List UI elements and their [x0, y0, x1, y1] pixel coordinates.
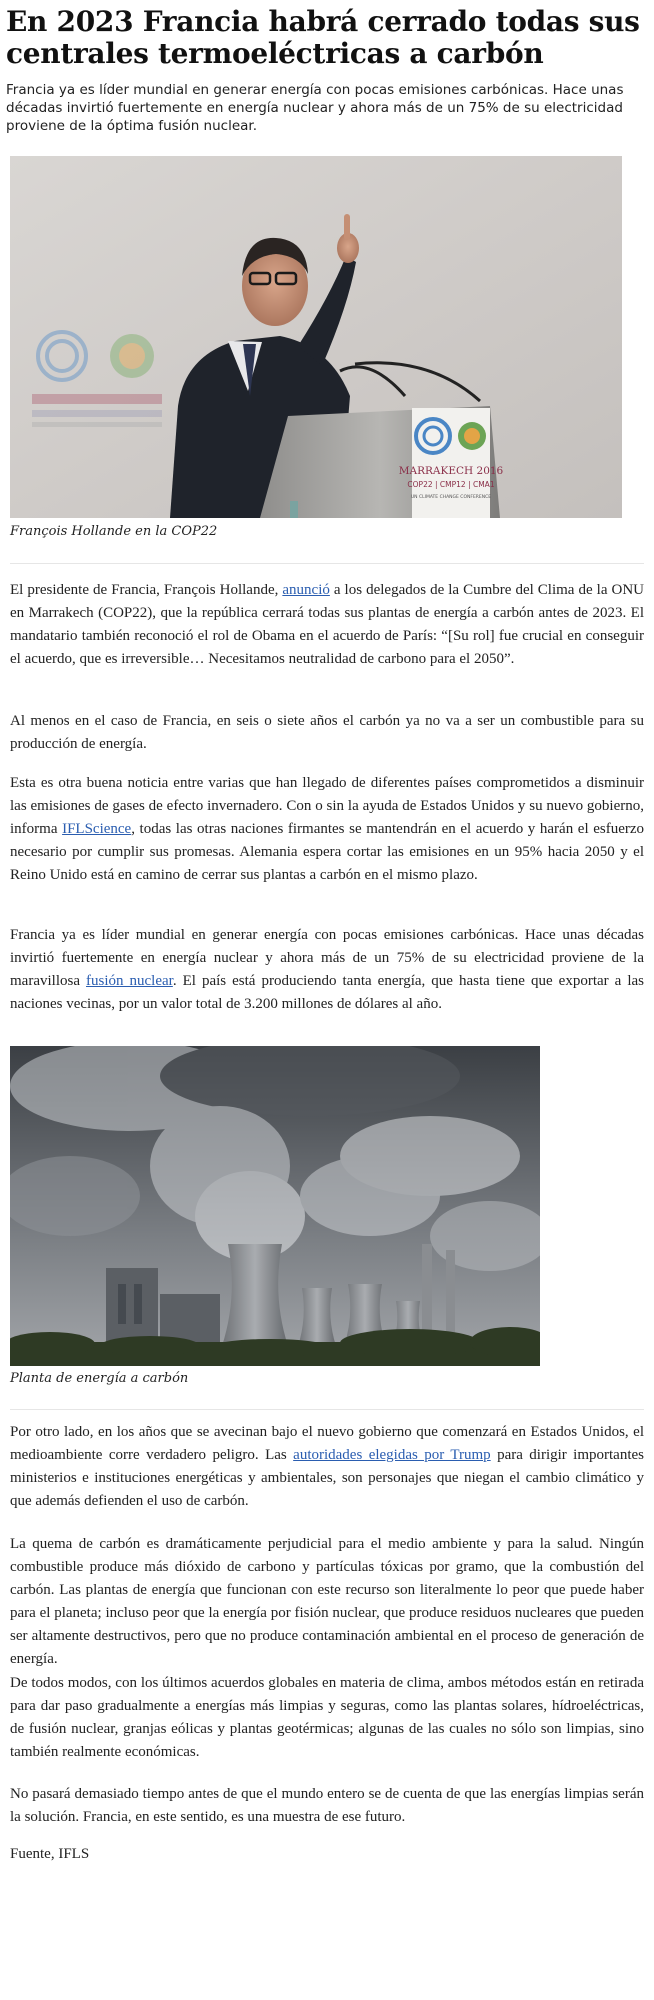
article-subtitle: Francia ya es líder mundial en generar energía con pocas emisiones carbónicas. Hace unas décadas invirtió fuertemente en energía nuclear y ahora más de un 75% de su electricidad proviene de la óptima fusión nuclear. — [6, 82, 624, 134]
coal-plant-photo — [10, 1046, 540, 1366]
paragraph-2: Al menos en el caso de Francia, en seis o siete años el carbón ya no va a ser un combustible para su producción de energía. — [10, 713, 644, 752]
paragraph-3: Esta es otra buena noticia entre varias que han llegado de diferentes países comprometidos a disminuir las emisiones de gases de efecto invernadero. Con o sin la ayuda de Estados Unidos y su nuevo gobierno, informa IFLScience, todas las otras naciones firmantes se mantendrán en el acuerdo y harán el esfuerzo necesario por cumplir sus promesas. Alemania espera cortar las emisiones en un 95% hacia 2050 y el Reino Unido está en camino de cerrar sus plantas a carbón en el mismo plazo. — [10, 775, 645, 883]
link-fusion-nuclear[interactable]: fusión nuclear — [86, 973, 173, 989]
figure-caption: François Hollande en la COP22 — [10, 524, 218, 539]
banner-line: COP22 | CMP12 | CMA1 — [407, 480, 495, 489]
hollande-photo — [10, 156, 622, 518]
banner-brand: MARRAKECH 2016 — [398, 465, 504, 477]
paragraph-7: De todos modos, con los últimos acuerdos globales en materia de clima, ambos métodos están en retirada para dar paso gradualmente a energías más limpias y seguras, como las plantas solares, hídroeléctricas, de fusión nuclear, granjas eólicas y plantas geotérmicas; algunas de las cuales no sólo son limpias, sino también realmente económicas. — [10, 1675, 644, 1760]
paragraph-5: Por otro lado, en los años que se avecinan bajo el nuevo gobierno que comenzará en Estados Unidos, el medioambiente corre verdadero peligro. Las autoridades elegidas por Trump para dirigir importantes ministerios e instituciones energéticas y ambientales, son personajes que niegan el cambio climático y que además defienden el uso de carbón. — [10, 1424, 644, 1509]
banner-sub: UN CLIMATE CHANGE CONFERENCE — [410, 495, 492, 500]
paragraph-4: Francia ya es líder mundial en generar energía con pocas emisiones carbónicas. Hace unas décadas invirtió fuertemente en energía nuclear y ahora más de un 75% de su electricidad proviene de la maravillosa fusión nuclear. El país está produciendo tanta energía, que hasta tiene que exportar a las naciones vecinas, por un valor total de 3.200 millones de dólares al año. — [10, 927, 645, 1012]
figure-coal-plant — [10, 1046, 540, 1391]
figure-caption: Planta de energía a carbón — [10, 1371, 189, 1386]
link-autoridades-trump[interactable]: autoridades elegidas por Trump — [293, 1447, 491, 1463]
paragraph-1: El presidente de Francia, François Hollande, anunció a los delegados de la Cumbre del Clima de la ONU en Marrakech (COP22), que la república cerrará todas sus plantas de energía a carbón antes de 2023. El mandatario también reconoció el rol de Obama en el acuerdo de París: “[Su rol] fue crucial en conseguir el acuerdo, que es irreversible… Necesitamos neutralidad de carbono para el 2050”. — [10, 582, 645, 667]
link-iflscience[interactable]: IFLScience — [62, 821, 132, 837]
link-anuncio[interactable]: anunció — [282, 582, 330, 598]
divider — [10, 563, 644, 564]
source-line: Fuente, IFLS — [10, 1846, 90, 1862]
paragraph-6: La quema de carbón es dramáticamente perjudicial para el medio ambiente y para la salud. Ningún combustible produce más dióxido de carbono y partículas tóxicas por gramo, que la combustión del carbón. Las plantas de energía que funcionan con este recurso son literalmente lo peor que puede haber para el planeta; incluso peor que la energía por fisión nuclear, que produce residuos nucleares que pueden ser altamente destructivos, pero que no produce contaminación ambiental en el proceso de generación de energía. — [10, 1536, 644, 1667]
divider — [10, 1409, 644, 1410]
article-title: En 2023 Francia habrá cerrado todas sus centrales termoeléctricas a carbón — [6, 5, 640, 70]
figure-hollande — [10, 156, 622, 548]
paragraph-8: No pasará demasiado tiempo antes de que el mundo entero se de cuenta de que las energías limpias serán la solución. Francia, en este sentido, es una muestra de ese futuro. — [10, 1786, 644, 1825]
